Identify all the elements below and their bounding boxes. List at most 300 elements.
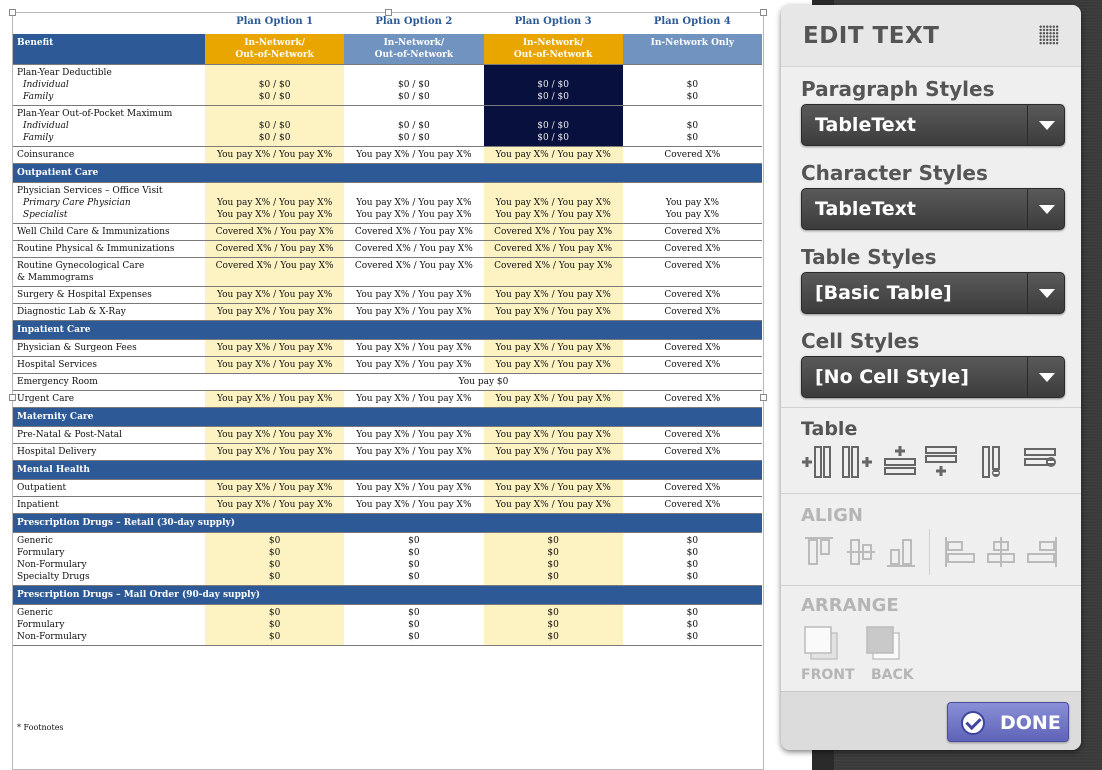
- plan-2-cell[interactable]: [344, 65, 483, 106]
- header-line: Out-of-Network: [374, 50, 454, 60]
- plan-4-cell[interactable]: [623, 287, 762, 304]
- grid-icon[interactable]: [1039, 25, 1059, 45]
- benefit-label-line: Hospital Delivery: [17, 447, 97, 457]
- align-middle-icon[interactable]: [845, 535, 877, 569]
- dropdown-separator: [1027, 357, 1028, 397]
- cell-value: $0 / $0: [258, 92, 291, 102]
- section-row: [12, 586, 762, 605]
- insert-column-right-icon[interactable]: [841, 445, 875, 479]
- plan-3-cell[interactable]: [484, 391, 623, 408]
- benefit-label-line: Inpatient: [17, 500, 59, 510]
- cell-value: Covered X%: [664, 343, 721, 353]
- plan-option-2-header: Plan Option 2: [375, 16, 453, 27]
- cell-value: [349, 67, 478, 79]
- plan-3-cell[interactable]: [484, 147, 623, 164]
- benefit-label-line: Non-Formulary: [17, 632, 87, 642]
- cell-value: $0: [268, 560, 281, 570]
- plan-option-4-header: Plan Option 4: [653, 16, 731, 27]
- cell-value: [489, 108, 618, 120]
- cell-value: $0: [268, 536, 281, 546]
- cell-value: You pay X% / You pay X%: [356, 198, 472, 208]
- benefit-sublabel: Primary Care Physician: [23, 198, 131, 208]
- benefit-label[interactable]: [12, 65, 205, 106]
- cell-value: $0 / $0: [537, 80, 569, 90]
- cell-value: Covered X%: [664, 430, 721, 440]
- cell-value: Covered X% / You pay X%: [215, 244, 334, 254]
- cell-value: $0: [686, 80, 699, 90]
- plan-2-cell[interactable]: [344, 241, 483, 258]
- merged-value-cell[interactable]: You pay $0: [205, 374, 762, 391]
- cell-value: $0: [547, 572, 559, 582]
- send-to-back-icon[interactable]: [865, 625, 905, 665]
- chevron-down-icon[interactable]: [1039, 373, 1055, 382]
- resize-handle-top-left[interactable]: [9, 9, 16, 16]
- cell-value: $0: [547, 560, 559, 570]
- footnote: * Footnotes: [17, 723, 64, 732]
- cell-value: You pay X% / You pay X%: [216, 430, 333, 440]
- cell-value: [210, 185, 339, 197]
- benefit-label[interactable]: [12, 304, 205, 321]
- cell-value: You pay X% / You pay X%: [216, 360, 333, 370]
- table-row: [12, 258, 762, 287]
- benefit-sublabel: Family: [23, 92, 54, 102]
- cell-value: Covered X% / You pay X%: [494, 244, 613, 254]
- header-line: In-Network Only: [650, 38, 735, 48]
- plan-3-cell[interactable]: [484, 427, 623, 444]
- benefit-label[interactable]: [12, 497, 205, 514]
- header-line: Out-of-Network: [513, 50, 593, 60]
- plan-2-cell[interactable]: [344, 357, 483, 374]
- plan-3-cell[interactable]: [484, 340, 623, 357]
- table-styles-dropdown[interactable]: [801, 272, 1065, 314]
- cell-value: $0: [408, 608, 420, 618]
- plan-1-cell[interactable]: [205, 427, 344, 444]
- plan-2-cell[interactable]: [344, 480, 483, 497]
- align-bottom-icon[interactable]: [885, 535, 917, 569]
- plan-1-cell[interactable]: [205, 391, 344, 408]
- document-page[interactable]: [12, 12, 764, 770]
- cell-value: $0: [408, 620, 420, 630]
- plan-1-cell[interactable]: [205, 183, 344, 224]
- panel-divider: [781, 407, 1081, 408]
- cell-value: $0: [268, 632, 281, 642]
- table-styles-value: [Basic Table]: [815, 282, 952, 304]
- benefit-label[interactable]: [12, 183, 205, 224]
- character-styles-label: Character Styles: [801, 161, 988, 185]
- cell-value: You pay X% / You pay X%: [495, 343, 611, 353]
- cell-value: $0 / $0: [398, 133, 430, 143]
- plan-4-cell[interactable]: [623, 444, 762, 461]
- plan-2-cell[interactable]: [344, 224, 483, 241]
- header-plan-2[interactable]: [344, 34, 483, 65]
- table-row: [12, 605, 762, 646]
- plan-2-cell[interactable]: [344, 183, 483, 224]
- benefit-label[interactable]: [12, 147, 205, 164]
- plan-option-headers: [205, 16, 762, 34]
- benefit-label[interactable]: [12, 391, 205, 408]
- section-row: [12, 408, 762, 427]
- section-title[interactable]: Inpatient Care: [12, 321, 762, 340]
- benefit-label-line: Surgery & Hospital Expenses: [17, 290, 152, 300]
- cell-value: Covered X%: [664, 394, 721, 404]
- chevron-down-icon[interactable]: [1039, 289, 1055, 298]
- plan-1-cell[interactable]: [205, 357, 344, 374]
- done-label: DONE: [1000, 712, 1061, 734]
- delete-row-icon[interactable]: [1023, 445, 1059, 479]
- cell-value: You pay X% / You pay X%: [216, 198, 333, 208]
- cell-value: You pay X% / You pay X%: [356, 500, 472, 510]
- align-top-icon[interactable]: [803, 535, 835, 569]
- plan-2-cell[interactable]: [344, 427, 483, 444]
- header-benefit[interactable]: [12, 34, 205, 65]
- cell-value: [349, 185, 478, 197]
- panel-divider: [781, 585, 1081, 586]
- cell-value: Covered X%: [664, 244, 721, 254]
- benefit-label-line: Routine Physical & Immunizations: [17, 244, 175, 254]
- cell-value: You pay X% / You pay X%: [216, 307, 333, 317]
- plan-1-cell[interactable]: [205, 147, 344, 164]
- benefit-label[interactable]: [12, 357, 205, 374]
- benefit-label-line: Coinsurance: [17, 150, 75, 160]
- plan-1-cell[interactable]: [205, 340, 344, 357]
- plan-3-cell[interactable]: [484, 357, 623, 374]
- plan-4-cell[interactable]: [623, 258, 762, 287]
- cell-value: [628, 108, 757, 120]
- cell-value: $0: [408, 560, 420, 570]
- plan-1-cell[interactable]: [205, 605, 344, 646]
- plan-4-cell[interactable]: [623, 183, 762, 224]
- plan-1-cell[interactable]: [205, 65, 344, 106]
- plan-4-cell[interactable]: [623, 605, 762, 646]
- benefit-label-line: & Mammograms: [17, 273, 94, 283]
- cell-value: You pay X% / You pay X%: [356, 290, 472, 300]
- resize-handle-top-center[interactable]: [385, 9, 392, 16]
- cell-value: You pay X% / You pay X%: [495, 150, 611, 160]
- benefit-label-line: Well Child Care & Immunizations: [17, 227, 170, 237]
- plan-3-cell[interactable]: [484, 106, 623, 147]
- cell-value: You pay X% / You pay X%: [495, 198, 611, 208]
- cell-value: You pay X% / You pay X%: [356, 360, 472, 370]
- insert-row-below-icon[interactable]: [924, 445, 958, 479]
- plan-2-cell[interactable]: [344, 605, 483, 646]
- table-row: [12, 106, 762, 147]
- plan-3-cell[interactable]: [484, 287, 623, 304]
- cell-value: You pay X% / You pay X%: [495, 307, 611, 317]
- benefit-sublabel: Specialist: [23, 210, 68, 220]
- header-line: Benefit: [17, 38, 54, 48]
- benefit-sublabel: Individual: [23, 121, 69, 131]
- plan-4-cell[interactable]: [623, 340, 762, 357]
- plan-4-cell[interactable]: [623, 480, 762, 497]
- plan-3-cell[interactable]: [484, 497, 623, 514]
- cell-value: You pay X% / You pay X%: [495, 430, 611, 440]
- plan-3-cell[interactable]: [484, 533, 623, 586]
- plan-4-cell[interactable]: [623, 391, 762, 408]
- plan-1-cell[interactable]: [205, 480, 344, 497]
- plan-4-cell[interactable]: [623, 427, 762, 444]
- cell-value: You pay X% / You pay X%: [495, 360, 611, 370]
- table-row: [12, 357, 762, 374]
- plan-2-cell[interactable]: [344, 391, 483, 408]
- plan-2-cell[interactable]: [344, 147, 483, 164]
- table-row: [12, 147, 762, 164]
- cell-value: You pay X% / You pay X%: [495, 447, 611, 457]
- benefit-label-line: Plan-Year Out-of-Pocket Maximum: [17, 109, 173, 119]
- resize-handle-top-right[interactable]: [760, 9, 767, 16]
- insert-column-left-icon[interactable]: [801, 445, 835, 479]
- cell-value: [210, 108, 339, 120]
- plan-4-cell[interactable]: [623, 224, 762, 241]
- cell-value: $0: [686, 536, 699, 546]
- cell-value: $0 / $0: [537, 121, 569, 131]
- benefit-label[interactable]: [12, 258, 205, 287]
- plan-3-cell[interactable]: [484, 65, 623, 106]
- plan-1-cell[interactable]: [205, 224, 344, 241]
- plan-3-cell[interactable]: [484, 258, 623, 287]
- cell-value: You pay X% / You pay X%: [495, 394, 611, 404]
- delete-column-icon[interactable]: [979, 445, 1013, 479]
- bring-to-front-icon[interactable]: [803, 625, 843, 665]
- cell-value: You pay X%: [665, 198, 720, 208]
- table-row: [12, 444, 762, 461]
- header-line: In-Network/: [383, 38, 445, 48]
- benefit-label[interactable]: [12, 427, 205, 444]
- insert-row-above-icon[interactable]: [883, 445, 917, 479]
- cell-value: You pay X% / You pay X%: [356, 210, 472, 220]
- table-row: [12, 241, 762, 258]
- cell-value: $0: [408, 536, 420, 546]
- cell-value: [210, 67, 339, 79]
- table-styles-label: Table Styles: [801, 245, 937, 269]
- cell-value: You pay X% / You pay X%: [356, 430, 472, 440]
- cell-value: Covered X%: [664, 227, 721, 237]
- cell-value: Covered X%: [664, 307, 721, 317]
- table-section-label: Table: [801, 418, 858, 440]
- benefit-label-line: Urgent Care: [17, 394, 75, 404]
- cell-value: Covered X% / You pay X%: [494, 261, 613, 271]
- cell-value: [628, 185, 757, 197]
- plan-2-cell[interactable]: [344, 287, 483, 304]
- cell-value: You pay X%: [665, 210, 720, 220]
- cell-value: $0: [686, 548, 699, 558]
- benefit-label[interactable]: [12, 340, 205, 357]
- cell-value: $0: [408, 548, 420, 558]
- cell-value: $0: [408, 572, 420, 582]
- table-row: [12, 65, 762, 106]
- cell-value: $0: [547, 536, 559, 546]
- arrange-section-label: ARRANGE: [801, 595, 899, 616]
- section-title[interactable]: Mental Health: [12, 461, 762, 480]
- cell-value: You pay X% / You pay X%: [495, 210, 611, 220]
- align-right-icon[interactable]: [1025, 535, 1059, 569]
- cell-value: $0: [686, 608, 699, 618]
- cell-styles-label: Cell Styles: [801, 329, 920, 353]
- cell-value: $0: [686, 572, 699, 582]
- align-left-icon[interactable]: [943, 535, 977, 569]
- benefit-label-line: Pre-Natal & Post-Natal: [17, 430, 123, 440]
- plan-2-cell[interactable]: [344, 258, 483, 287]
- benefit-label-line: Specialty Drugs: [17, 572, 90, 582]
- cell-value: Covered X%: [664, 360, 721, 370]
- section-title[interactable]: Outpatient Care: [12, 164, 762, 183]
- cell-value: $0: [686, 560, 699, 570]
- cell-value: $0: [686, 121, 699, 131]
- cell-value: Covered X%: [664, 261, 721, 271]
- header-plan-3[interactable]: [484, 34, 623, 65]
- plan-2-cell[interactable]: [344, 533, 483, 586]
- header-plan-4[interactable]: [623, 34, 762, 65]
- benefit-label[interactable]: [12, 374, 205, 391]
- plan-4-cell[interactable]: [623, 106, 762, 147]
- plan-1-cell[interactable]: [205, 106, 344, 147]
- benefit-label[interactable]: [12, 480, 205, 497]
- benefit-label[interactable]: [12, 605, 205, 646]
- benefit-label-line: Generic: [17, 536, 53, 546]
- cell-value: $0 / $0: [398, 121, 430, 131]
- table-header-row: [12, 34, 762, 65]
- panel-title: EDIT TEXT: [803, 23, 940, 49]
- cell-value: You pay X% / You pay X%: [356, 483, 472, 493]
- table-row: [12, 533, 762, 586]
- benefit-label[interactable]: [12, 287, 205, 304]
- section-title[interactable]: Prescription Drugs – Retail (30-day supply): [12, 514, 762, 533]
- cell-value: You pay X% / You pay X%: [495, 483, 611, 493]
- cell-value: You pay X% / You pay X%: [356, 394, 472, 404]
- benefit-label-line: Routine Gynecological Care: [17, 261, 145, 271]
- plan-3-cell[interactable]: [484, 183, 623, 224]
- cell-value: [628, 67, 757, 79]
- cell-value: $0: [408, 632, 420, 642]
- cell-value: You pay X% / You pay X%: [495, 500, 611, 510]
- section-title[interactable]: Maternity Care: [12, 408, 762, 427]
- back-label: BACK: [871, 667, 914, 683]
- cell-value: $0 / $0: [537, 133, 569, 143]
- plan-1-cell[interactable]: [205, 287, 344, 304]
- benefit-label-line: Generic: [17, 608, 53, 618]
- cell-value: You pay X% / You pay X%: [356, 447, 472, 457]
- cell-value: You pay X% / You pay X%: [356, 343, 472, 353]
- align-center-icon[interactable]: [984, 535, 1018, 569]
- plan-4-cell[interactable]: [623, 497, 762, 514]
- table-row: [12, 427, 762, 444]
- table-row: [12, 374, 762, 391]
- plan-4-cell[interactable]: [623, 65, 762, 106]
- panel-footer: [781, 691, 1081, 750]
- plan-1-cell[interactable]: [205, 241, 344, 258]
- cell-value: You pay X% / You pay X%: [216, 210, 333, 220]
- cell-value: $0: [547, 548, 559, 558]
- plan-4-cell[interactable]: [623, 304, 762, 321]
- paragraph-styles-dropdown[interactable]: [801, 104, 1065, 146]
- cell-styles-dropdown[interactable]: [801, 356, 1065, 398]
- plan-1-cell[interactable]: [205, 258, 344, 287]
- plan-4-cell[interactable]: [623, 241, 762, 258]
- cell-value: $0: [268, 608, 281, 618]
- cell-value: $0: [547, 620, 559, 630]
- table-row: [12, 183, 762, 224]
- cell-value: $0: [268, 572, 281, 582]
- plan-4-cell[interactable]: [623, 147, 762, 164]
- cell-value: Covered X% / You pay X%: [354, 244, 473, 254]
- done-button[interactable]: [947, 702, 1069, 742]
- plan-2-cell[interactable]: [344, 304, 483, 321]
- panel-divider: [781, 493, 1081, 494]
- cell-value: $0: [268, 548, 281, 558]
- benefit-label[interactable]: [12, 533, 205, 586]
- benefit-label[interactable]: [12, 241, 205, 258]
- chevron-down-icon[interactable]: [1039, 121, 1055, 130]
- table-row: [12, 304, 762, 321]
- paragraph-styles-value: TableText: [815, 114, 916, 136]
- cell-value: $0: [268, 620, 281, 630]
- plan-3-cell[interactable]: [484, 241, 623, 258]
- plan-2-cell[interactable]: [344, 497, 483, 514]
- align-divider: [929, 529, 930, 575]
- benefit-label-line: Emergency Room: [17, 377, 98, 387]
- resize-handle-middle-right[interactable]: [760, 394, 767, 401]
- cell-value: $0: [686, 92, 699, 102]
- plan-2-cell[interactable]: [344, 444, 483, 461]
- section-row: [12, 461, 762, 480]
- plan-1-cell[interactable]: [205, 533, 344, 586]
- cell-value: You pay X% / You pay X%: [216, 394, 333, 404]
- plan-1-cell[interactable]: [205, 497, 344, 514]
- benefit-label-line: Physician & Surgeon Fees: [17, 343, 137, 353]
- section-title[interactable]: Prescription Drugs – Mail Order (90-day supply): [12, 586, 762, 605]
- plan-2-cell[interactable]: [344, 106, 483, 147]
- cell-value: Covered X%: [664, 447, 721, 457]
- character-styles-dropdown[interactable]: [801, 188, 1065, 230]
- section-row: [12, 321, 762, 340]
- benefit-label-line: Plan-Year Deductible: [17, 68, 112, 78]
- align-section-label: ALIGN: [801, 505, 863, 526]
- plan-3-cell[interactable]: [484, 224, 623, 241]
- cell-value: Covered X% / You pay X%: [494, 227, 613, 237]
- plan-1-cell[interactable]: [205, 444, 344, 461]
- plan-option-1-header: Plan Option 1: [236, 16, 314, 27]
- table-row: [12, 287, 762, 304]
- plan-3-cell[interactable]: [484, 444, 623, 461]
- cell-value: You pay X% / You pay X%: [216, 150, 333, 160]
- cell-value: You pay X% / You pay X%: [495, 290, 611, 300]
- plan-3-cell[interactable]: [484, 304, 623, 321]
- edit-text-panel: [781, 5, 1081, 750]
- benefit-label[interactable]: [12, 444, 205, 461]
- table-row: [12, 391, 762, 408]
- plan-option-3-header: Plan Option 3: [514, 16, 592, 27]
- cell-value: Covered X%: [664, 500, 721, 510]
- cell-value: $0: [686, 632, 699, 642]
- benefit-label[interactable]: [12, 106, 205, 147]
- plan-4-cell[interactable]: [623, 357, 762, 374]
- chevron-down-icon[interactable]: [1039, 205, 1055, 214]
- benefits-table[interactable]: [12, 34, 762, 646]
- benefit-label[interactable]: [12, 224, 205, 241]
- header-line: Out-of-Network: [235, 50, 314, 60]
- cell-value: You pay X% / You pay X%: [216, 500, 333, 510]
- plan-1-cell[interactable]: [205, 304, 344, 321]
- plan-4-cell[interactable]: [623, 533, 762, 586]
- resize-handle-middle-left[interactable]: [9, 394, 16, 401]
- plan-3-cell[interactable]: [484, 605, 623, 646]
- plan-3-cell[interactable]: [484, 480, 623, 497]
- cell-value: $0 / $0: [258, 80, 291, 90]
- cell-value: $0: [547, 632, 559, 642]
- cell-value: Covered X%: [664, 290, 721, 300]
- plan-2-cell[interactable]: [344, 340, 483, 357]
- header-plan-1[interactable]: [205, 34, 344, 65]
- cell-value: $0: [686, 133, 699, 143]
